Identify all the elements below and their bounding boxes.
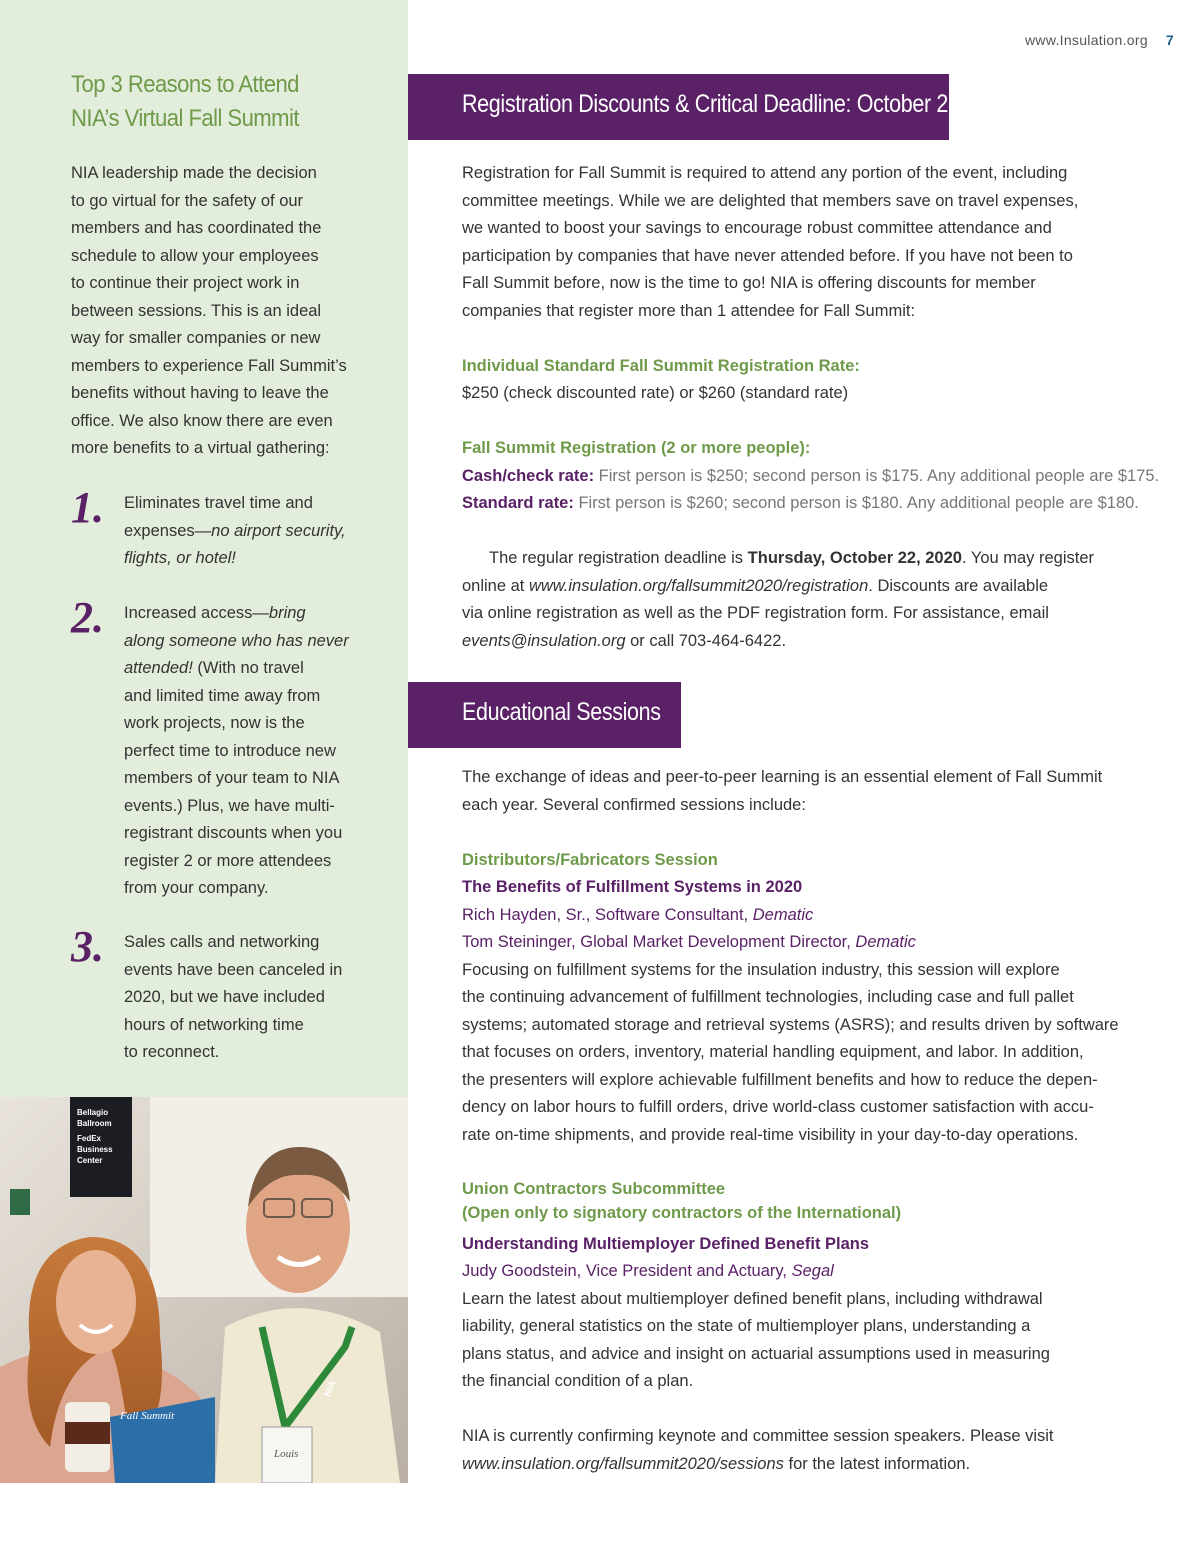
speaker: Tom Steininger, Global Market Development Director, (462, 933, 856, 951)
education-heading: Educational Sessions (462, 698, 661, 726)
body-line: plans status, and advice and insight on actuarial assumptions used in measuring (462, 1344, 1050, 1363)
reason-number: 2. (71, 593, 104, 642)
body-line: liability, general statistics on the state of multiemployer plans, understanding a (462, 1317, 1031, 1335)
speaker: Rich Hayden, Sr., Software Consultant, (462, 905, 753, 924)
intro-line: to continue their project work in (71, 274, 300, 292)
reason-italic: no airport security, (211, 521, 346, 540)
lanyard-text: NIA (322, 1379, 338, 1398)
education-section (462, 764, 1162, 1478)
badge-name: Louis (274, 1448, 299, 1460)
registration-heading: Registration Discounts & Critical Deadline: October 22 (462, 90, 960, 118)
body-line: the financial condition of a plan. (462, 1372, 694, 1390)
body-line: that focuses on orders, inventory, material handling equipment, and labor. In addition, (462, 1043, 1084, 1061)
body-line: Fall Summit before, now is the time to go! NIA is offering discounts for member (462, 274, 1036, 292)
deadline-text: The regular registration deadline is (489, 549, 748, 567)
intro-line: schedule to allow your employees (71, 246, 319, 265)
reason-number: 3. (71, 922, 104, 971)
standard-rate-text: First person is $260; second person is $180. Any additional people are $180. (573, 494, 1139, 512)
closing-text: for the latest information. (783, 1454, 971, 1473)
sidebar-title (71, 68, 365, 136)
session-title: Understanding Multiemployer Defined Benefit Plans (462, 1234, 870, 1253)
intro-line: NIA leadership made the decision (71, 164, 317, 182)
reason-line: 2020, but we have included (124, 988, 325, 1006)
reason-line: events.) Plus, we have multi- (124, 796, 335, 815)
event-photo-illustration (0, 1097, 408, 1483)
reason-text (124, 600, 364, 903)
body-line: the presenters will explore achievable fulfillment benefits and how to reduce the depen- (462, 1070, 1098, 1089)
standard-rate-label: Standard rate: (462, 494, 574, 512)
body-line: rate on-time shipments, and provide real-time visibility in your day-to-day operations. (462, 1125, 1079, 1144)
reason-line: Eliminates travel time and (124, 494, 313, 512)
reason-line: expenses— (124, 521, 212, 540)
body-line: dency on labor hours to fulfill orders, drive world-class customer satisfaction with accu- (462, 1098, 1094, 1116)
reason-line: from your company. (124, 879, 269, 897)
event-photo (0, 1097, 408, 1483)
online-text: online at (462, 576, 529, 595)
cash-rate-label: Cash/check rate: (462, 466, 595, 485)
page-header (960, 32, 1174, 48)
cash-rate-text: First person is $250; second person is $175. Any additional people are $175. (594, 466, 1160, 485)
reason-italic: bring (268, 604, 306, 622)
intro-line: benefits without having to leave the (71, 384, 329, 402)
speaker: Judy Goodstein, Vice President and Actuary, (462, 1262, 792, 1280)
intro-line: way for smaller companies or new (71, 329, 321, 347)
registration-banner (408, 74, 960, 140)
session-group: Distributors/Fabricators Session (462, 850, 718, 869)
body-line: the continuing advancement of fulfillment technologies, including case and full pallet (462, 988, 1074, 1006)
session-group: Union Contractors Subcommittee (462, 1179, 726, 1198)
page-number: 7 (1165, 32, 1174, 48)
online-text: . Discounts are available (868, 576, 1049, 595)
reason-text (124, 929, 364, 1067)
body-line: Focusing on fulfillment systems for the insulation industry, this session will explore (462, 960, 1060, 979)
sign-text: Business (77, 1145, 113, 1154)
speaker-org: Segal (791, 1262, 834, 1280)
reason-line: and limited time away from (124, 686, 321, 705)
sign-text: Center (77, 1156, 103, 1165)
body-line: Registration for Fall Summit is required to attend any portion of the event, including (462, 164, 1068, 182)
individual-rate: $250 (check discounted rate) or $260 (standard rate) (462, 384, 849, 402)
phone-text: or call 703-464-6422. (625, 631, 787, 650)
reason-line: (With no travel (192, 659, 304, 677)
session-group-note: (Open only to signatory contractors of the International) (462, 1203, 902, 1222)
body-line: each year. Several confirmed sessions include: (462, 795, 806, 814)
reason-number: 1. (71, 483, 104, 532)
reason-line: work projects, now is the (124, 714, 305, 732)
registration-section (462, 160, 1162, 655)
body-line: committee meetings. While we are delighted that members save on travel expenses, (462, 191, 1079, 210)
reason-italic: attended! (124, 659, 193, 677)
intro-line: between sessions. This is an ideal (71, 301, 322, 320)
body-line: we wanted to boost your savings to encourage robust committee attendance and (462, 219, 1052, 237)
sessions-link[interactable]: www.insulation.org/fallsummit2020/sessions (462, 1454, 784, 1473)
intro-line: members to experience Fall Summit’s (71, 356, 347, 375)
intro-line: members and has coordinated the (71, 219, 322, 237)
reason-line: registrant discounts when you (124, 824, 343, 842)
session-title: The Benefits of Fulfillment Systems in 2020 (462, 878, 803, 896)
sidebar-title-line: Top 3 Reasons to Attend (71, 71, 299, 98)
reason-line: Sales calls and networking (124, 933, 320, 951)
reason-line: register 2 or more attendees (124, 851, 332, 870)
intro-line: office. We also know there are even (71, 411, 333, 430)
sign-text: FedEx (77, 1134, 102, 1143)
group-rate-label: Fall Summit Registration (2 or more people): (462, 439, 811, 457)
email-link[interactable]: events@insulation.org (462, 631, 626, 650)
body-line: systems; automated storage and retrieval systems (ASRS); and results driven by software (462, 1015, 1119, 1034)
body-line: companies that register more than 1 attendee for Fall Summit: (462, 301, 916, 320)
speaker-org: Dematic (752, 905, 814, 924)
sidebar-title-line: NIA’s Virtual Fall Summit (71, 105, 299, 132)
reason-line: events have been canceled in (124, 960, 343, 979)
body-line: participation by companies that have never attended before. If you have not been to (462, 246, 1073, 265)
reason-line: Increased access— (124, 604, 269, 622)
registration-link[interactable]: www.insulation.org/fallsummit2020/registration (528, 576, 869, 595)
body-line: via online registration as well as the PDF registration form. For assistance, email (462, 604, 1049, 622)
speaker-org: Dematic (855, 933, 916, 951)
intro-line: more benefits to a virtual gathering: (71, 439, 330, 457)
sign-text: Bellagio (77, 1108, 109, 1117)
reason-line: hours of networking time (124, 1015, 304, 1034)
body-line: The exchange of ideas and peer-to-peer learning is an essential element of Fall Summit (462, 768, 1103, 786)
site-url[interactable]: www.Insulation.org (1025, 32, 1148, 48)
education-banner (408, 682, 681, 748)
reason-line: members of your team to NIA (124, 769, 340, 787)
sign-text: Ballroom (77, 1119, 112, 1128)
reason-line: to reconnect. (124, 1043, 220, 1061)
sidebar-intro (71, 160, 371, 463)
reason-text (124, 490, 364, 573)
intro-line: to go virtual for the safety of our (71, 191, 304, 210)
individual-rate-label: Individual Standard Fall Summit Registration Rate: (462, 356, 860, 375)
body-line: Learn the latest about multiemployer defined benefit plans, including withdrawal (462, 1289, 1043, 1308)
booklet-title: Fall Summit (120, 1410, 175, 1422)
deadline-text: . You may register (961, 549, 1095, 567)
body-line: NIA is currently confirming keynote and committee session speakers. Please visit (462, 1427, 1054, 1445)
reason-italic: along someone who has never (124, 631, 349, 650)
deadline-date: Thursday, October 22, 2020 (747, 549, 962, 567)
reason-line: perfect time to introduce new (124, 741, 336, 760)
reason-italic: flights, or hotel! (124, 549, 236, 567)
